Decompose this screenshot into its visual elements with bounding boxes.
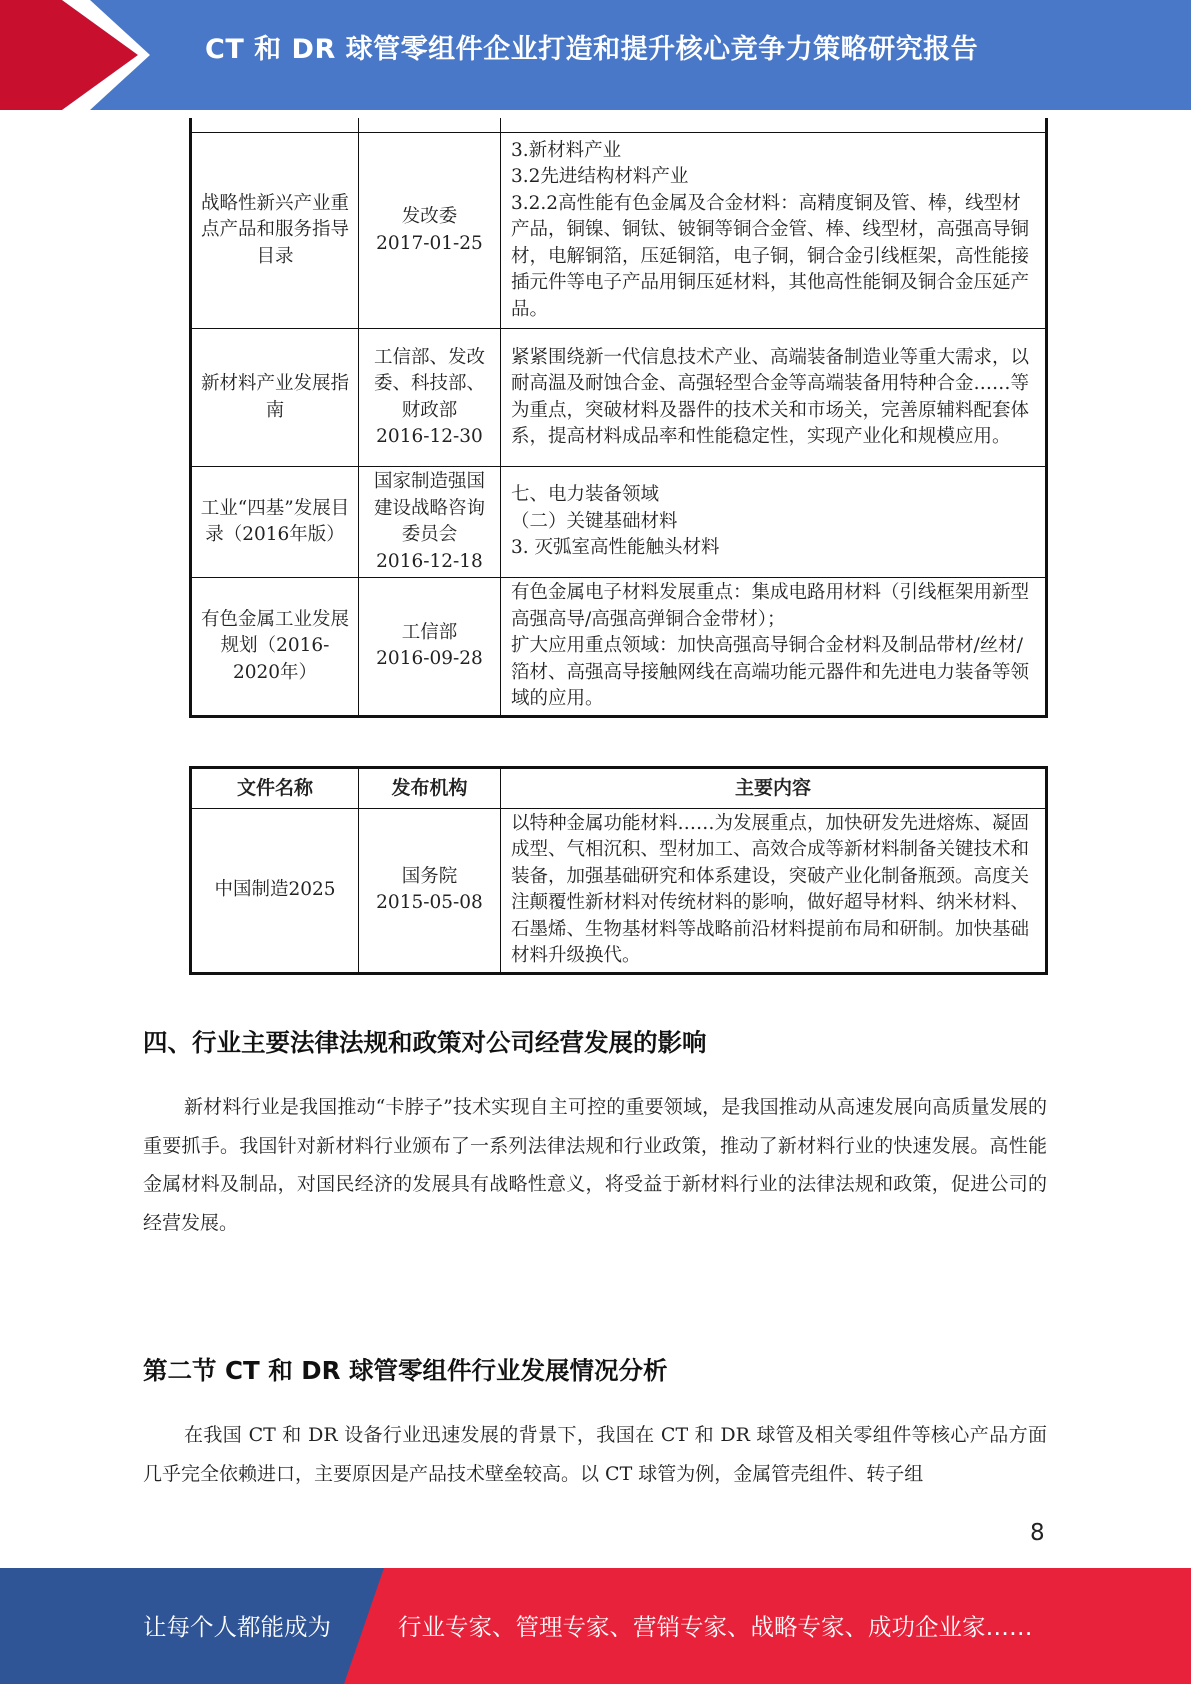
page-header: [0, 0, 1191, 110]
table-row: [191, 467, 1047, 578]
section-heading: 第二节 CT 和 DR 球管零组件行业发展情况分析: [143, 1356, 668, 1385]
table-row: [191, 133, 1047, 329]
content-line: 紧紧围绕新一代信息技术产业、高端装备制造业等重大需求，以耐高温及耐蚀合金、高强轻型合金等高端装备用特种合金……等为重点，突破材料及器件的技术关和市场关，完善原辅料配套体系，提高材料成品率和性能稳定性，实现产业化和规模应用。: [511, 346, 1030, 447]
issue-date: 2016-12-18: [376, 550, 483, 572]
doc-name-cell: 有色金属工业发展规划（2016-2020年）: [191, 578, 359, 717]
content-line: （二）关键基础材料: [511, 510, 678, 532]
footer-slogan-left: 让每个人都能成为: [143, 1613, 331, 1641]
report-title: CT 和 DR 球管零组件企业打造和提升核心竞争力策略研究报告: [205, 34, 979, 65]
issuer-cell: [359, 578, 501, 717]
content-line: 以特种金属功能材料……为发展重点，加快研发先进熔炼、凝固成型、气相沉积、型材加工、高效合成等新材料制备关键技术和装备，加强基础研究和体系建设，突破产业化制备瓶颈。高度关注颠覆性新材料对传统材料的影响，做好超导材料、纳米材料、石墨烯、生物基材料等战略前沿材料提前布局和研制。加快基础材料升级换代。: [511, 812, 1030, 966]
issue-date: 2016-12-30: [376, 426, 483, 447]
body-paragraph: 新材料行业是我国推动“卡脖子”技术实现自主可控的重要领域，是我国推动从高速发展向高质量发展的重要抓手。我国针对新材料行业颁布了一系列法律法规和行业政策，推动了新材料行业的快速发展。高性能金属材料及制品，对国民经济的发展具有战略性意义，将受益于新材料行业的法律法规和政策，促进公司的经营发展。: [143, 1096, 1047, 1234]
doc-name-cell: 中国制造2025: [191, 808, 359, 973]
page-number: 8: [1030, 1520, 1045, 1546]
content-line: 扩大应用重点领域：加快高强高导铜合金材料及制品带材/丝材/箔材、高强高导接触网线在高端功能元器件和先进电力装备等领域的应用。: [511, 635, 1030, 709]
issue-date: 2015-05-08: [376, 892, 483, 913]
column-header: 文件名称: [191, 768, 359, 809]
content-line: 3.2.2高性能有色金属及合金材料：高精度铜及管、棒，线型材产品，铜镍、铜钛、铍铜等铜合金管、棒、线型材，高强高导铜材，电解铜箔，压延铜箔，电子铜，铜合金引线框架，高性能接插元件等电子产品用铜压延材料，其他高性能铜及铜合金压延产品。: [511, 192, 1030, 320]
issuer-cell: [359, 329, 501, 467]
issuer-cell: [359, 467, 501, 578]
issuer-org: 工信部、发改委、科技部、财政部: [373, 346, 485, 421]
issuer-org: 发改委: [401, 206, 458, 227]
content-cell: [501, 467, 1047, 578]
footer-slogan-right: 行业专家、管理专家、营销专家、战略专家、成功企业家……: [398, 1613, 1033, 1641]
issuer-org: 国务院: [401, 865, 458, 887]
policy-table: [189, 766, 1048, 975]
content-line: 有色金属电子材料发展重点：集成电路用材料（引线框架用新型高强高导/高强高弹铜合金带材）；: [511, 582, 1030, 630]
doc-name-cell: 工业“四基”发展目录（2016年版）: [191, 467, 359, 578]
content-line: 3.2先进结构材料产业: [511, 166, 689, 188]
header-arrow-icon: [0, 0, 150, 110]
doc-name-cell: 新材料产业发展指南: [191, 329, 359, 467]
content-cell: [501, 808, 1047, 973]
doc-name-cell: 战略性新兴产业重点产品和服务指导目录: [191, 133, 359, 329]
content-cell: [501, 578, 1047, 717]
issue-date: 2016-09-28: [376, 648, 483, 670]
table-row: [191, 808, 1047, 973]
issuer-cell: [359, 133, 501, 329]
issuer-cell: [359, 808, 501, 973]
content-line: 七、电力装备领域: [511, 484, 660, 506]
column-header: 主要内容: [501, 768, 1047, 809]
issuer-org: 国家制造强国建设战略咨询委员会: [373, 471, 485, 545]
content-cell: [501, 133, 1047, 329]
content-line: 3.新材料产业: [511, 139, 622, 161]
section-heading: 四、行业主要法律法规和政策对公司经营发展的影响: [143, 1028, 707, 1057]
content-line: 3. 灭弧室高性能触头材料: [511, 537, 720, 559]
table-row: [191, 329, 1047, 467]
issuer-org: 工信部: [401, 621, 458, 643]
policy-table-continued: [189, 118, 1048, 718]
table-row: [191, 578, 1047, 717]
page-footer: [0, 1568, 1191, 1684]
table-header-row: [191, 768, 1047, 809]
content-cell: [501, 329, 1047, 467]
column-header: 发布机构: [359, 768, 501, 809]
table-row-cut: [191, 118, 1047, 133]
body-paragraph: 在我国 CT 和 DR 设备行业迅速发展的背景下，我国在 CT 和 DR 球管及相关零组件等核心产品方面几乎完全依赖进口，主要原因是产品技术壁垒较高。以 CT 球管为例，金属管壳组件、转子组: [143, 1424, 1047, 1485]
issue-date: 2017-01-25: [376, 232, 483, 254]
